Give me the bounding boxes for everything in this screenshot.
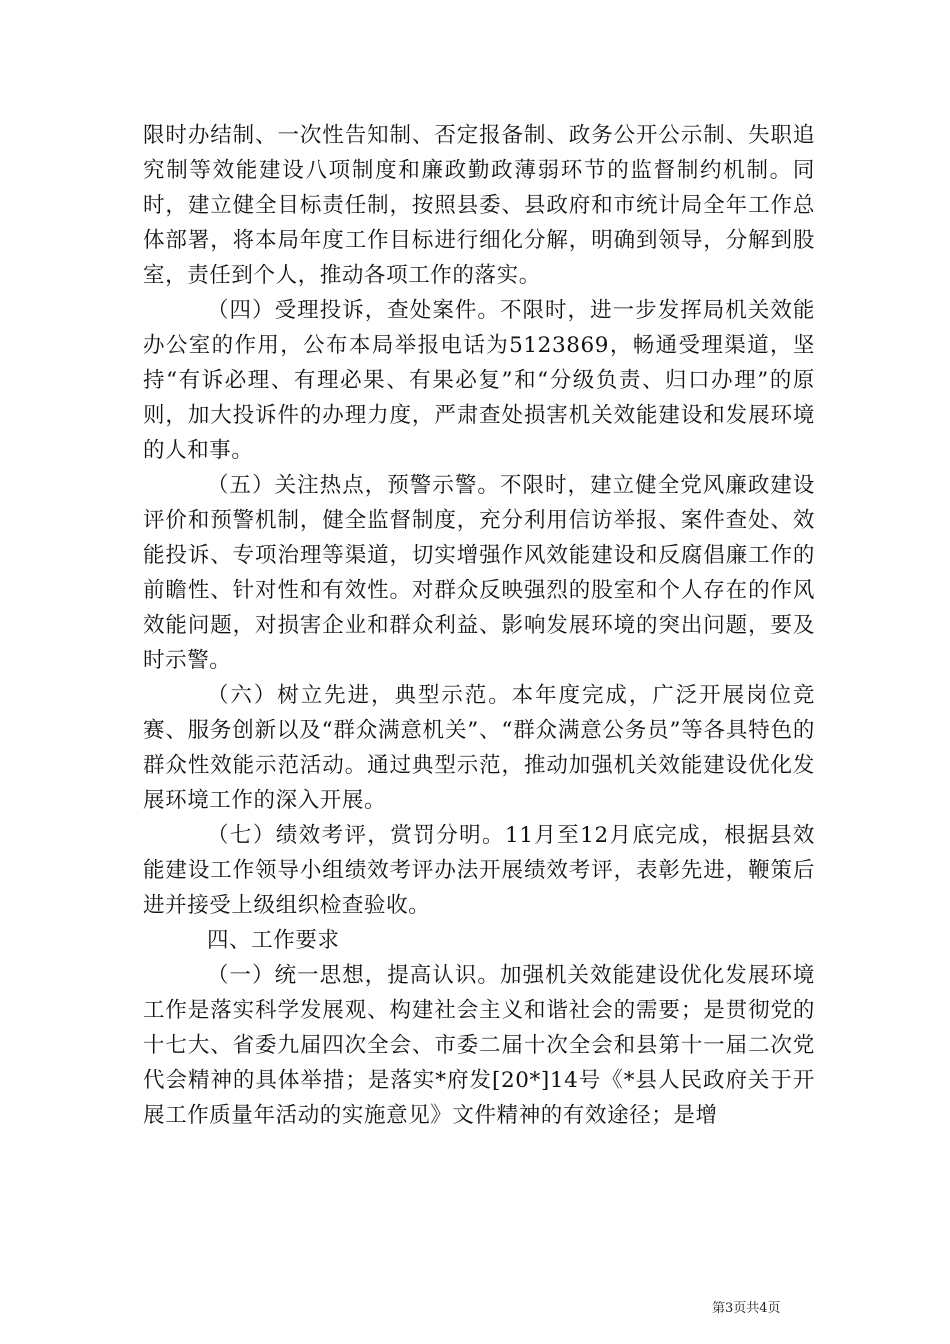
paragraph-section-6: （六）树立先进，典型示范。本年度完成，广泛开展岗位竞赛、服务创新以及“群众满意机关”、“群众满意公务员”等各具特色的群众性效能示范活动。通过典型示范，推动加强机关效能建设优化发展环境工作的深入开展。 bbox=[143, 683, 815, 813]
paragraph-section-7: （七）绩效考评，赏罚分明。11月至12月底完成，根据县效能建设工作领导小组绩效考评办法开展绩效考评，表彰先进，鞭策后进并接受上级组织检查验收。 bbox=[143, 823, 815, 918]
paragraph-section-4: （四）受理投诉，查处案件。不限时，进一步发挥局机关效能办公室的作用，公布本局举报电话为5123869，畅通受理渠道，坚持“有诉必理、有理必果、有果必复”和“分级负责、归口办理”的原则，加大投诉件的办理力度，严肃查处损害机关效能建设和发展环境的人和事。 bbox=[143, 298, 815, 463]
document-body bbox=[143, 118, 815, 1133]
paragraph-continuation: 限时办结制、一次性告知制、否定报备制、政务公开公示制、失职追究制等效能建设八项制度和廉政勤政薄弱环节的监督制约机制。同时，建立健全目标责任制，按照县委、县政府和市统计局全年工作总体部署，将本局年度工作目标进行细化分解，明确到领导，分解到股室，责任到个人，推动各项工作的落实。 bbox=[143, 123, 815, 288]
page-number-footer: 第3页共4页 bbox=[712, 1301, 781, 1316]
paragraph-section-5: （五）关注热点，预警示警。不限时，建立健全党风廉政建设评价和预警机制，健全监督制度，充分利用信访举报、案件查处、效能投诉、专项治理等渠道，切实增强作风效能建设和反腐倡廉工作的前瞻性、针对性和有效性。对群众反映强烈的股室和个人存在的作风效能问题，对损害企业和群众利益、影响发展环境的突出问题，要及时示警。 bbox=[143, 473, 815, 673]
heading-work-requirements: 四、工作要求 bbox=[207, 928, 340, 953]
paragraph-requirement-1: （一）统一思想，提高认识。加强机关效能建设优化发展环境工作是落实科学发展观、构建社会主义和谐社会的需要；是贯彻党的十七大、省委九届四次全会、市委二届十次全会和县第十一届二次党代会精神的具体举措；是落实*府发[20*]14号《*县人民政府关于开展工作质量年活动的实施意见》文件精神的有效途径；是增 bbox=[143, 963, 815, 1128]
